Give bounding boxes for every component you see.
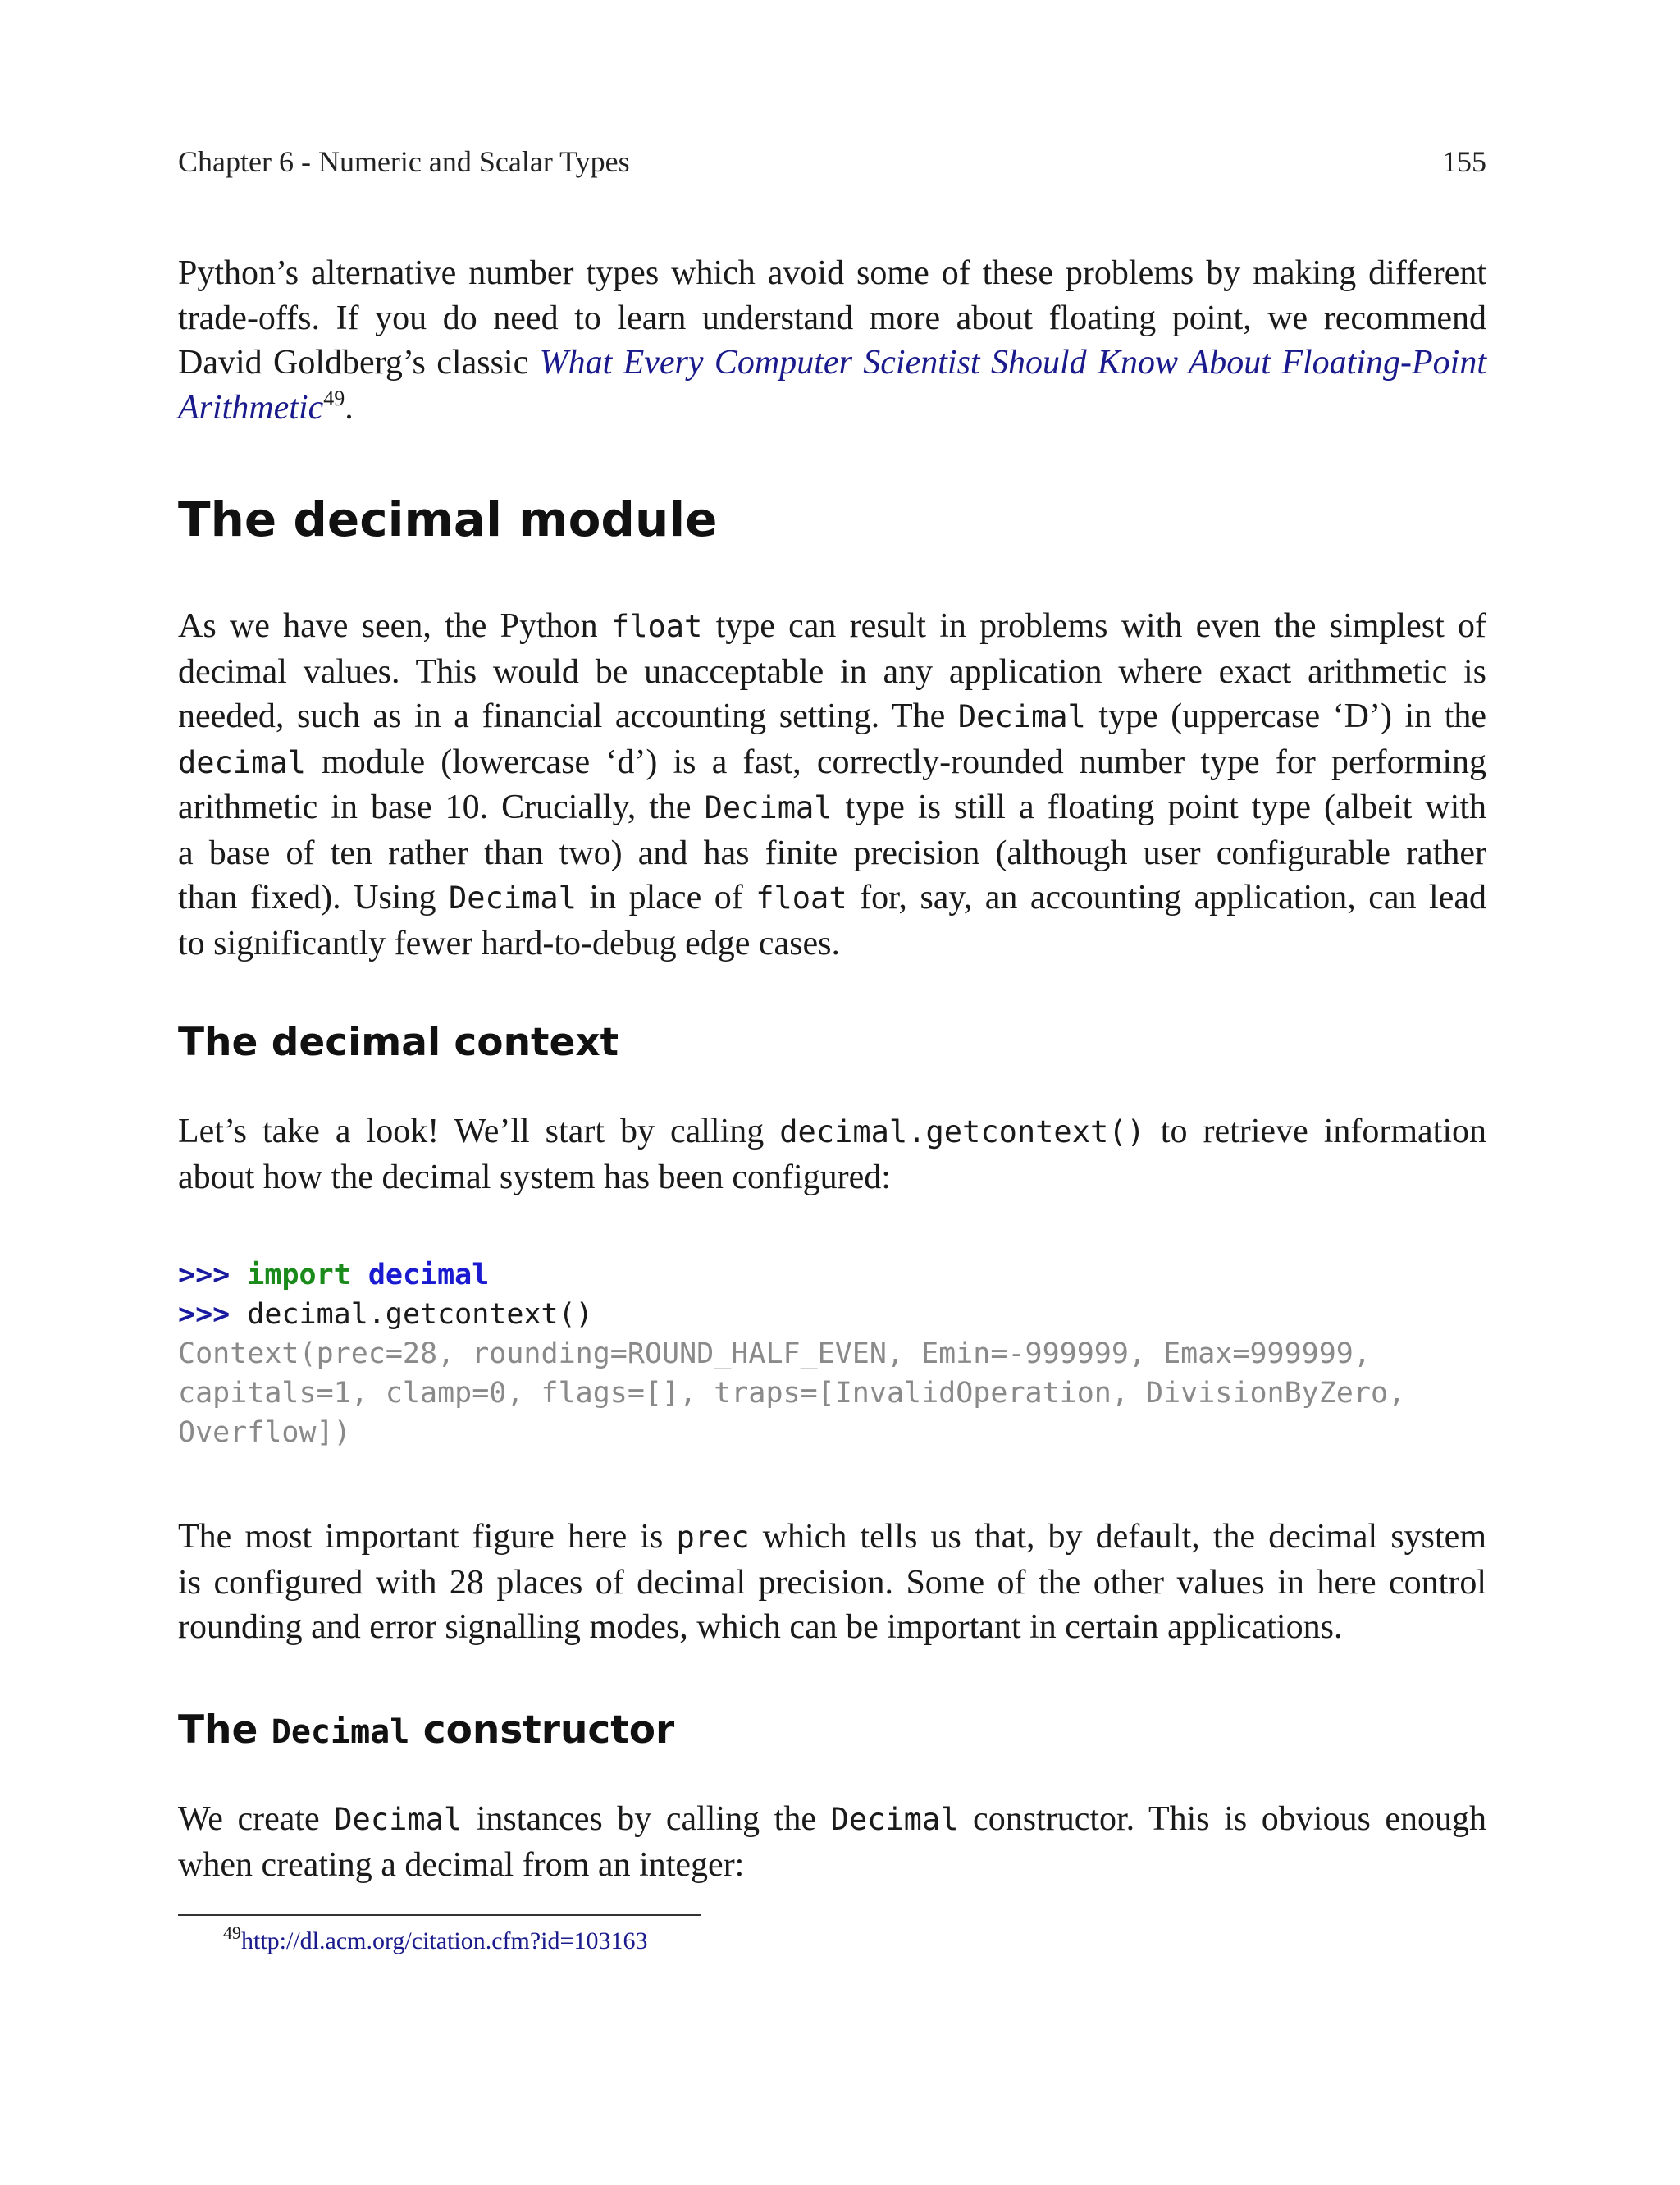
text-span: instances by calling the — [462, 1800, 831, 1838]
text-span: than fixed). Using — [178, 879, 449, 917]
text-span: which tells us that, by default, the decimal system — [749, 1518, 1486, 1556]
text-span: needed, such as in a financial accounting setting. The — [178, 697, 958, 735]
decimal-intro-paragraph — [178, 604, 1486, 966]
code-keyword: import — [247, 1259, 351, 1291]
inline-code: float — [756, 880, 847, 916]
running-header — [178, 144, 1486, 185]
code-output-line: Overflow]) — [178, 1416, 351, 1449]
intro-paragraph — [178, 251, 1486, 430]
code-output-line: Context(prec=28, rounding=ROUND_HALF_EVEN, Emin=-999999, Emax=999999, — [178, 1337, 1371, 1370]
inline-code: float — [610, 609, 703, 644]
repl-prompt: >>> — [178, 1298, 231, 1331]
heading-text: constructor — [409, 1707, 675, 1753]
context-intro-paragraph — [178, 1109, 1486, 1200]
inline-code: decimal.getcontext() — [779, 1114, 1145, 1150]
text-line: decimal values. This would be unacceptable in any application where exact arithmetic is — [178, 652, 1486, 691]
text-line: is configured with 28 places of decimal precision. Some of the other values in here control — [178, 1563, 1486, 1602]
text-line — [178, 386, 1486, 431]
footnote — [223, 1922, 648, 1958]
text-span: As we have seen, the Python — [178, 607, 611, 645]
goldberg-paper-link-cont[interactable]: Arithmetic — [178, 388, 324, 427]
text-span: to retrieve information — [1144, 1113, 1486, 1150]
text-line: trade-offs. If you do need to learn understand more about floating point, we recommend — [178, 299, 1486, 337]
text-span: Let’s take a look! We’ll start by calling — [178, 1113, 780, 1150]
text-span: type is still a floating point type (albeit with — [832, 789, 1486, 826]
inline-code: decimal — [178, 744, 306, 780]
code-module: decimal — [368, 1259, 490, 1291]
section-heading: The decimal module — [178, 491, 718, 547]
text-span: David Goldberg’s classic — [178, 344, 540, 382]
subsection-heading — [178, 1702, 1486, 1761]
code-example — [178, 1255, 1486, 1452]
code-output-line: capitals=1, clamp=0, flags=[], traps=[InvalidOperation, DivisionByZero, — [178, 1377, 1406, 1410]
text-line: a base of ten rather than two) and has finite precision (although user configurable rather — [178, 834, 1486, 872]
heading-code: Decimal — [271, 1713, 410, 1751]
repl-prompt: >>> — [178, 1259, 231, 1291]
goldberg-paper-link[interactable]: What Every Computer Scientist Should Know About Floating-Point — [539, 344, 1486, 382]
text-line: about how the decimal system has been configured: — [178, 1158, 891, 1196]
footnote-ref[interactable]: 49 — [323, 386, 345, 410]
inline-code: prec — [676, 1520, 750, 1555]
inline-code: Decimal — [334, 1802, 463, 1837]
chapter-title: Chapter 6 - Numeric and Scalar Types — [178, 145, 630, 178]
page-number: 155 — [1442, 145, 1486, 178]
text-line: Python’s alternative number types which avoid some of these problems by making different — [178, 254, 1486, 292]
text-line — [178, 694, 1486, 740]
text-line — [178, 875, 1486, 921]
text-line — [178, 604, 1486, 650]
footnote-link[interactable]: http://dl.acm.org/citation.cfm?id=103163 — [241, 1927, 648, 1954]
inline-code: Decimal — [448, 880, 577, 916]
footnote-number: 49 — [223, 1922, 241, 1943]
text-line — [178, 1109, 1486, 1155]
text-span: type can result in problems with even the simplest of — [702, 607, 1486, 645]
text-line — [178, 1797, 1486, 1843]
subsection-heading: The decimal context — [178, 1020, 619, 1065]
text-span: The most important figure here is — [178, 1518, 677, 1556]
text-line — [178, 785, 1486, 831]
text-span: for, say, an accounting application, can lead — [847, 879, 1487, 917]
text-span: module (lowercase ‘d’) is a fast, correctly-rounded number type for performing — [305, 743, 1486, 781]
text-line — [178, 1515, 1486, 1561]
constructor-intro-paragraph — [178, 1797, 1486, 1887]
text-span: . — [345, 388, 354, 427]
text-span: arithmetic in base 10. Crucially, the — [178, 789, 705, 826]
inline-code: Decimal — [704, 790, 833, 825]
text-line — [178, 341, 1486, 386]
text-span: in place of — [576, 879, 756, 917]
text-span: constructor. This is obvious enough — [958, 1800, 1486, 1838]
text-line: rounding and error signalling modes, which can be important in certain applications. — [178, 1608, 1343, 1646]
heading-text: The — [178, 1707, 272, 1753]
code-call: decimal.getcontext() — [247, 1298, 593, 1331]
text-line: when creating a decimal from an integer: — [178, 1845, 745, 1884]
inline-code: Decimal — [957, 699, 1086, 734]
footnote-divider — [178, 1914, 701, 1916]
text-span: type (uppercase ‘D’) in the — [1085, 697, 1487, 735]
text-line: to significantly fewer hard-to-debug edge cases. — [178, 924, 841, 962]
inline-code: Decimal — [830, 1802, 959, 1837]
text-span: We create — [178, 1800, 335, 1838]
text-line — [178, 740, 1486, 786]
prec-explanation-paragraph — [178, 1515, 1486, 1650]
